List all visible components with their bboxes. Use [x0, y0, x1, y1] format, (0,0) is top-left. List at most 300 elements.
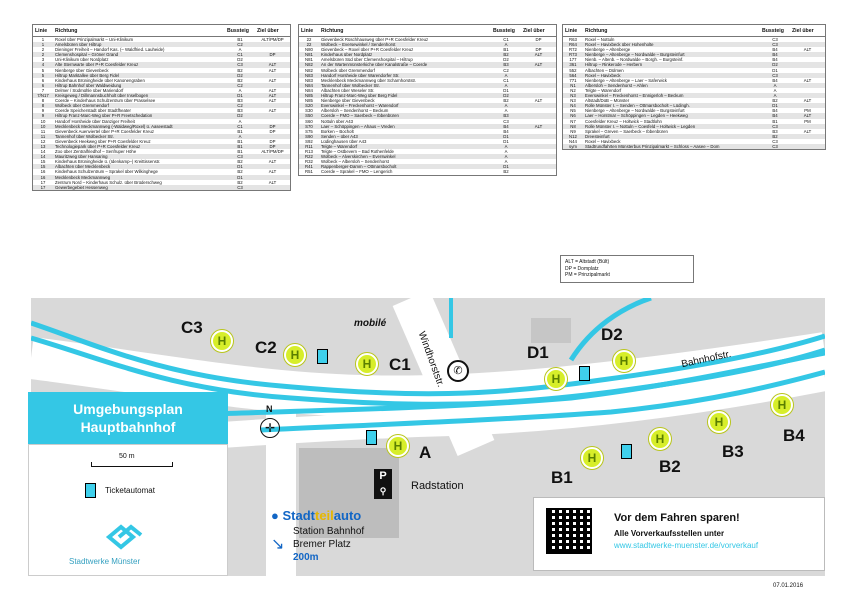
north-label: N: [266, 404, 273, 414]
stadtwerke-logo-icon: [105, 521, 145, 551]
cell-bussteig: D1: [760, 103, 790, 108]
cell-richtung: Tannenhof über Wolbecker Str.: [53, 134, 225, 139]
cell-richtung: Roxel – Nottuln: [585, 37, 615, 42]
cell-ziel: ALT: [790, 113, 825, 118]
parking-icon: P ⚲: [374, 469, 392, 499]
promo-subline: Alle Vorverkaufsstellen unter: [614, 529, 725, 538]
cell-linie: 1: [33, 42, 53, 47]
cell-richtung: Sprakel – Greven – Saerbeck – Ibbenbüren: [585, 128, 668, 134]
cell-ziel: DP: [535, 37, 542, 42]
cell-ziel: ALT/PM/DP: [261, 149, 284, 155]
cell-richtung: Zoo über Zentralfriedhof – Senfruper Höhe: [55, 149, 137, 155]
cell-bussteig: A: [238, 47, 242, 53]
cell-linie: 1: [41, 37, 45, 42]
cell-linie: N7: [570, 118, 576, 124]
cell-bussteig: A: [238, 118, 242, 124]
cell-richtung: Hiltrup – Rinkerode – Herbern: [583, 62, 760, 67]
cell-richtung: Lüdinghausen über A43: [321, 138, 367, 144]
cell-richtung: Tannenhof über Wolbecker Str.: [319, 83, 491, 88]
cell-bussteig: D1: [225, 175, 255, 180]
cell-linie: N6: [563, 113, 583, 118]
col-header-bussteig: Bussteig: [491, 25, 521, 37]
bus-stop-c2-icon: H: [284, 344, 306, 366]
cell-bussteig: B4: [772, 57, 778, 63]
cell-bussteig: C3: [225, 154, 255, 159]
cell-bussteig: B1: [237, 138, 243, 144]
bus-stop-b3-icon: H: [708, 411, 730, 433]
stop-label-b4: B4: [783, 426, 805, 445]
cell-bussteig: B2: [237, 159, 243, 165]
cell-bussteig: C3: [503, 118, 509, 124]
col-header-linie: Linie: [563, 25, 583, 37]
qr-code-icon: [546, 508, 592, 554]
cell-richtung: Technologiepark über P+R Coesfelder Kreuz: [53, 144, 225, 149]
col-header-ziel: Ziel über: [255, 25, 290, 37]
cell-linie: 177: [569, 57, 577, 63]
cell-bussteig: C1: [225, 52, 255, 57]
cell-linie: 16: [40, 169, 46, 175]
cell-linie: R11: [299, 144, 319, 149]
cell-ziel: ALT: [268, 77, 277, 83]
bus-stop-c3-icon: H: [211, 330, 233, 352]
table-body-1: [33, 37, 290, 190]
table-row: [563, 144, 825, 149]
cell-ziel: ALT/PM/DP: [261, 37, 284, 42]
cell-richtung: Kinderhaus Brüningheide über Kanonengraben: [55, 77, 145, 83]
cell-linie: N2: [570, 87, 576, 93]
cell-linie: S20: [299, 103, 319, 108]
cell-linie: N9: [570, 128, 576, 134]
stadtteilauto-logo: [271, 508, 361, 523]
cell-bussteig: A: [504, 159, 508, 165]
cell-bussteig: D2: [225, 73, 255, 78]
cell-linie: 15: [33, 164, 53, 169]
cell-richtung: Wolbeck über Gremmendorf: [321, 67, 375, 73]
cell-bussteig: A: [760, 93, 790, 98]
cell-bussteig: A: [491, 154, 521, 159]
cell-linie: N83: [299, 73, 319, 78]
cell-richtung: Telgte – Ostbevern – Bad Rothenfelde: [321, 149, 394, 155]
cell-linie: 10: [40, 118, 46, 124]
departure-table-1: [32, 24, 291, 191]
cell-richtung: Alte Sternwarte über P+R Coesfelder Kreuz: [53, 62, 225, 67]
cell-linie: N8: [563, 124, 583, 129]
cell-bussteig: C3: [225, 185, 255, 190]
stop-label-b2: B2: [659, 457, 681, 476]
cell-richtung: Hiltrup Bahnhof über Waldweidung: [53, 83, 225, 88]
cell-richtung: Gewerbegebiet Hessenweg: [53, 185, 225, 190]
radstation-label: Radstation: [411, 480, 464, 492]
cell-linie: 14: [40, 149, 46, 155]
cell-richtung: Altstadt/DüB – Münster: [585, 98, 630, 104]
cell-richtung: Rolle Münster I. – Nottuln – Coesfeld – Holtwick – Legden: [583, 124, 760, 129]
cell-ziel: ALT: [268, 108, 277, 114]
stop-label-c2: C2: [255, 338, 277, 357]
cell-richtung: Hiltrup Franz-Marc-Weg über P+R Freetschedation: [53, 113, 225, 118]
cell-linie: N12: [563, 134, 583, 139]
cell-bussteig: C2: [225, 42, 255, 47]
departure-table-3: [562, 24, 826, 150]
col-header-ziel: Ziel über: [790, 25, 825, 37]
cell-bussteig: C2: [225, 103, 255, 108]
cell-richtung: Mauritzweg über Hansaring: [53, 154, 225, 159]
presale-promo-box: [533, 497, 825, 571]
cell-linie: 22: [306, 37, 312, 42]
cell-bussteig: D1: [503, 138, 509, 144]
cell-bussteig: C1: [503, 77, 509, 83]
cell-linie: N4: [563, 103, 583, 108]
cell-linie: R51: [305, 169, 313, 175]
cell-linie: N82: [299, 62, 319, 67]
cell-bussteig: B2: [491, 52, 521, 57]
cell-bussteig: B3: [237, 108, 243, 114]
ticket-legend-icon: [85, 483, 96, 498]
cell-bussteig: A: [491, 144, 521, 149]
cell-ziel: DP: [255, 124, 290, 129]
cell-bussteig: A: [504, 108, 508, 114]
cell-bussteig: D2: [503, 57, 509, 63]
cell-richtung: Gievenbeck Auenviertel über P+R Coesfelder Kreuz: [55, 128, 155, 134]
cell-linie: N81: [299, 52, 319, 57]
cell-linie: 2: [41, 47, 45, 53]
plan-title-line1: Umgebungsplan: [73, 401, 183, 417]
cell-linie: 4: [33, 62, 53, 67]
cell-linie: S30: [305, 108, 313, 114]
station-line1: Station Bahnhof: [293, 526, 365, 537]
cell-richtung: Mecklenbeck Meckmannweg: [53, 175, 225, 180]
station-line2: Bremer Platz: [293, 539, 351, 550]
cell-bussteig: D1: [491, 164, 521, 169]
cell-bussteig: D2: [760, 62, 790, 67]
cell-ziel: ALT: [803, 77, 812, 83]
cell-richtung: Rappenberger-Damm – Ottmarsbocholt: [319, 164, 491, 169]
cell-bussteig: B2: [503, 169, 509, 175]
cell-bussteig: D2: [491, 93, 521, 98]
cell-richtung: Uni-Klinikum über Nordplatz: [55, 57, 109, 63]
stop-label-d2: D2: [601, 325, 623, 344]
date-stamp: 07.01.2016: [773, 583, 804, 589]
cell-ziel: ALT: [803, 47, 812, 53]
cell-linie: 5: [33, 73, 53, 78]
stop-label-b3: B3: [722, 442, 744, 461]
promo-headline: Vor dem Fahren sparen!: [614, 512, 740, 524]
cell-bussteig: A: [238, 87, 242, 93]
cell-linie: 8: [41, 98, 45, 104]
cell-richtung: Nienberge – Altenberge – Laer – Saferwick: [585, 77, 667, 83]
cell-ziel: ALT: [268, 179, 277, 185]
cell-richtung: Mecklenbeck Meckmannweg (-Waldweg/Roxel) ü. Aaseestadt: [53, 124, 225, 129]
cell-linie: S70: [299, 124, 319, 129]
col-header-bussteig: Bussteig: [760, 25, 790, 37]
bus-stop-a-icon: H: [387, 435, 409, 457]
ticket-machine-icon: [317, 349, 328, 364]
cell-richtung: Nienberge über Gievenbeck: [321, 98, 375, 104]
stop-label-b1: B1: [551, 468, 573, 487]
cell-linie: 3: [41, 57, 45, 63]
bus-stop-b2-icon: H: [649, 428, 671, 450]
cell-richtung: Albachten – Dülmen: [585, 67, 624, 73]
cell-ziel: ALT: [803, 98, 812, 104]
cell-bussteig: B2: [503, 98, 509, 104]
cell-richtung: Albersloh – Sendenhorst – Beckum: [321, 108, 389, 114]
col-header-linie: Linie: [33, 25, 53, 37]
cell-ziel: ALT: [521, 124, 556, 129]
ticket-legend-label: Ticketautomat: [105, 486, 155, 495]
cell-ziel: ALT: [268, 67, 277, 73]
cell-richtung: Everswinkel – Freckenhorst – Ennigerloh – Beckum: [583, 93, 760, 98]
cell-bussteig: B2: [237, 77, 243, 83]
cell-bussteig: B4: [503, 128, 509, 134]
col-header-linie: Linie: [299, 25, 319, 37]
cell-bussteig: C3: [772, 37, 778, 42]
cell-richtung: Hiltrup Franz-Marc-Weg über Berg Fidel: [319, 93, 491, 98]
cell-linie: 11: [33, 134, 53, 139]
cell-bussteig: B4: [772, 47, 778, 53]
cell-linie: N83: [305, 77, 313, 83]
direction-arrow-icon: ↘: [271, 536, 285, 553]
cell-bussteig: D2: [225, 113, 255, 118]
cell-bussteig: B2: [760, 134, 790, 139]
cell-ziel: ALT: [255, 93, 290, 98]
departure-table-2: [298, 24, 557, 176]
legend-alt: ALT = Altstadt (Bült): [565, 259, 610, 265]
cell-linie: N3: [570, 98, 576, 104]
stadtteilauto-text-a: Stadt: [282, 508, 315, 523]
cell-ziel: PM: [804, 118, 811, 124]
cell-ziel: DP: [535, 47, 542, 53]
cell-richtung: Delmer / Südmühle über Mariendorf: [55, 87, 124, 93]
compass-icon: ✛: [260, 418, 280, 438]
col-header-richtung: Richtung: [53, 25, 225, 37]
cell-bussteig: B3: [491, 62, 521, 67]
stadtwerke-logo-text: Stadtwerke Münster: [69, 557, 141, 566]
ticket-machine-icon: [621, 444, 632, 459]
cell-linie: R72: [569, 47, 577, 53]
plan-title-box: [28, 392, 228, 444]
cell-richtung: Kreisgeweg / Dillmannsbuchholt über Inselbogen: [53, 93, 225, 98]
cell-linie: N81: [305, 57, 313, 63]
cell-linie: N84: [299, 83, 319, 88]
street-label-windhorst: Windhorststr.: [415, 330, 446, 389]
cell-bussteig: D1: [503, 87, 509, 93]
cell-linie: N44: [569, 138, 577, 144]
col-header-richtung: Richtung: [319, 25, 491, 37]
cell-ziel: [521, 169, 556, 174]
cell-richtung: Laer – Horstmar – Schöppingen – Legden – Heekweg: [583, 113, 760, 118]
cell-bussteig: B3: [491, 113, 521, 118]
cell-richtung: Nienberge über Gievenbeck: [55, 67, 109, 73]
cell-bussteig: B3: [237, 98, 243, 104]
cell-linie: 552: [569, 67, 577, 73]
cell-linie: R41: [299, 164, 319, 169]
col-header-richtung: Richtung: [583, 25, 760, 37]
cell-richtung: Senden – über A43: [319, 134, 491, 139]
cell-linie: 361: [563, 62, 583, 67]
ticket-machine-icon: [579, 366, 590, 381]
cell-linie: S90: [299, 134, 319, 139]
cell-bussteig: C3: [772, 138, 778, 144]
scale-bar: [91, 462, 173, 467]
cell-bussteig: C3: [760, 144, 790, 149]
cell-bussteig: D2: [237, 57, 243, 63]
cell-linie: 17: [40, 179, 46, 185]
cell-bussteig: B2: [237, 67, 243, 73]
cell-richtung: Hiltrup Marktallee über Berg Fidel: [53, 73, 225, 78]
cell-richtung: Kinderhaus Brüningheide ü. (Idenkamp–) Kreittissenstr.: [55, 159, 161, 165]
bus-stop-d1-icon: H: [545, 368, 567, 390]
cell-linie: 12: [40, 138, 46, 144]
cell-ziel: ALT: [534, 98, 543, 104]
cell-linie: 2: [33, 52, 53, 57]
table-row: [33, 185, 290, 190]
phone-icon: ✆: [447, 360, 469, 382]
cell-bussteig: B4: [760, 52, 790, 57]
cell-richtung: Borken – Bocholt: [321, 128, 354, 134]
cell-richtung: Roxel – Havixbeck: [583, 73, 760, 78]
cell-ziel: DP: [255, 52, 290, 57]
cell-richtung: Roxel über Prinzipalmarkt – Uni-Klinikum: [55, 37, 134, 42]
stadtteilauto-text-b: teil: [314, 508, 334, 523]
mobile-label: mobilé: [354, 318, 387, 329]
cell-bussteig: A: [491, 83, 521, 88]
cell-bussteig: C3: [760, 124, 790, 129]
cell-bussteig: D1: [772, 67, 778, 73]
cell-ziel: DP: [255, 144, 290, 149]
cell-ziel: DP: [269, 138, 276, 144]
cell-linie: 564: [563, 73, 583, 78]
cell-linie: 14: [33, 154, 53, 159]
cell-linie: R64: [563, 42, 583, 47]
street-label-bahnhof: Bahnhofstr.: [680, 348, 733, 371]
cell-bussteig: B2: [237, 179, 243, 185]
distance-label: 200m: [293, 552, 319, 563]
cell-bussteig: A: [504, 149, 508, 155]
cell-richtung: Coerde – Sprakel – FMO – Lengerich: [321, 169, 393, 175]
table-body-2: [299, 37, 556, 175]
cell-linie: 11: [40, 128, 46, 134]
cell-bussteig: A: [491, 42, 521, 47]
cell-linie: R32: [305, 159, 313, 165]
cell-bussteig: B1: [237, 128, 243, 134]
cell-linie: N85: [305, 98, 313, 104]
cell-richtung: Dreesteinfurt: [583, 134, 760, 139]
cell-richtung: Handorf Horsheide über Danziger Freiheit: [55, 118, 135, 124]
cell-linie: 15: [40, 159, 46, 165]
cell-bussteig: A: [773, 87, 777, 93]
cell-richtung: Amelsbüren über Hiltrup: [53, 42, 225, 47]
cell-richtung: Everswinkel – Freckenhorst – Warendorf: [319, 103, 491, 108]
cell-bussteig: B4: [772, 108, 778, 114]
cell-ziel: ALT: [803, 128, 812, 134]
promo-url[interactable]: www.stadtwerke-muenster.de/vorverkauf: [614, 541, 759, 550]
cell-richtung: Telgte – Warendorf: [585, 87, 622, 93]
cell-richtung: Coerde Speicherstadt über Stadtfheater: [55, 108, 131, 114]
cell-linie: R73: [563, 52, 583, 57]
cell-richtung: Wolbeck über Gremmendorf: [53, 103, 225, 108]
cell-ziel: ALT: [268, 87, 277, 93]
cell-linie: N5: [570, 108, 576, 114]
cell-ziel: ALT: [268, 98, 277, 104]
cell-bussteig: D1: [225, 93, 255, 98]
col-header-ziel: Ziel über: [521, 25, 556, 37]
bus-stop-b1-icon: H: [581, 447, 603, 469]
cell-richtung: Stadtrundfahrten Münsterbus Prinzipalmarkt – Schloss – Aasee – Dom: [583, 144, 760, 149]
cell-linie: S92: [305, 138, 313, 144]
cell-bussteig: C3: [225, 62, 255, 67]
cell-ziel: [790, 144, 825, 149]
cell-bussteig: D1: [225, 164, 255, 169]
cell-bussteig: B4: [491, 124, 521, 129]
cell-richtung: Kinderhaus Schulzentrum – Sprakel über Wilkinghege: [55, 169, 158, 175]
cell-linie: N85: [299, 93, 319, 98]
cell-richtung: Nienberge – Altenberge: [585, 47, 631, 53]
cell-richtung: Wolbeck – Alverskirchen – Everswinkel: [319, 154, 491, 159]
cell-bussteig: B2: [237, 169, 243, 175]
cell-linie: 771: [569, 77, 577, 83]
cell-linie: 9: [33, 113, 53, 118]
cell-richtung: Nottuln über A43: [321, 118, 354, 124]
cell-ziel: ALT: [521, 52, 556, 57]
cell-bussteig: A: [760, 83, 790, 88]
cell-bussteig: C3: [760, 73, 790, 78]
cell-linie: 16: [33, 175, 53, 180]
ticket-machine-icon: [366, 430, 377, 445]
cell-ziel: DP: [269, 128, 276, 134]
plan-legend-panel: [28, 444, 228, 576]
cell-richtung: Albersloh – Sendenhorst – Ahlen: [583, 83, 760, 88]
cell-richtung: Clemenshospital – Gröner Grand: [53, 52, 225, 57]
legend-pm: PM = Prinzipalmarkt: [565, 272, 610, 278]
cell-linie: 10: [33, 124, 53, 129]
table-row: [299, 169, 556, 174]
cell-linie: 8: [33, 103, 53, 108]
scale-label: 50 m: [119, 453, 135, 460]
cell-linie: N3: [563, 93, 583, 98]
table-body-3: [563, 37, 825, 150]
cell-richtung: Dieninger Freiheit – Handorf Kas. (– Waldfried. Lauheide): [55, 47, 165, 53]
stadtteilauto-text-c: auto: [333, 508, 362, 523]
cell-richtung: Laer – Schöppingen – Ahaus – Vreden: [319, 124, 491, 129]
cell-richtung: Coesfelder Kreuz – Holtwick – Stadtlohn: [585, 118, 662, 124]
cell-richtung: Nienb. – Altenb. – Nordwalde – Borgh. – Burgsteinf.: [585, 57, 684, 63]
cell-bussteig: B1: [503, 47, 509, 53]
bus-stop-c1-icon: H: [356, 353, 378, 375]
code-legend: [560, 255, 694, 283]
cell-richtung: Nienberge – Altenberge – Nordwalde – Burgsteinfurt: [585, 108, 685, 114]
cell-linie: R22: [299, 154, 319, 159]
cell-richtung: An der Wartenmünsterkiche über Kanalstraße – Coerde: [319, 62, 491, 67]
cell-ziel: ALT: [255, 62, 290, 67]
cell-bussteig: C1: [503, 37, 509, 42]
cell-richtung: Rolle Münster I. – Senden – Ottmarsbocholt – Lüdingh.: [583, 103, 760, 108]
cell-bussteig: B2: [772, 98, 778, 104]
cell-linie: sym: [563, 144, 583, 149]
cell-linie: 13: [33, 144, 53, 149]
cell-richtung: Roxel – Havixbeck über Hohenholte: [583, 42, 760, 47]
plan-title-line2: Hauptbahnhof: [80, 419, 176, 435]
stop-label-c3: C3: [181, 318, 203, 337]
cell-richtung: Wolbeck – Albersloh – Sendenhorst: [321, 159, 389, 165]
stop-label-a: A: [419, 443, 432, 462]
cell-bussteig: B4: [760, 113, 790, 118]
cell-richtung: Nienberge – Altenberge – Nordwalde – Burgsteinfurt: [583, 52, 760, 57]
cell-bussteig: C1: [225, 124, 255, 129]
cell-richtung: Gievenbeck Rüschhausweg über P+R Coesfelder Kreuz: [321, 37, 429, 42]
cell-ziel: ALT: [521, 62, 556, 67]
cell-richtung: Mecklenbeck Meckmannweg über Scharnhorststr.: [321, 77, 417, 83]
cell-richtung: Gievenbeck Heekweg über P+R Coesfelder Kreuz: [55, 138, 151, 144]
cell-richtung: Kinderhaus über Nordplatz: [319, 52, 491, 57]
